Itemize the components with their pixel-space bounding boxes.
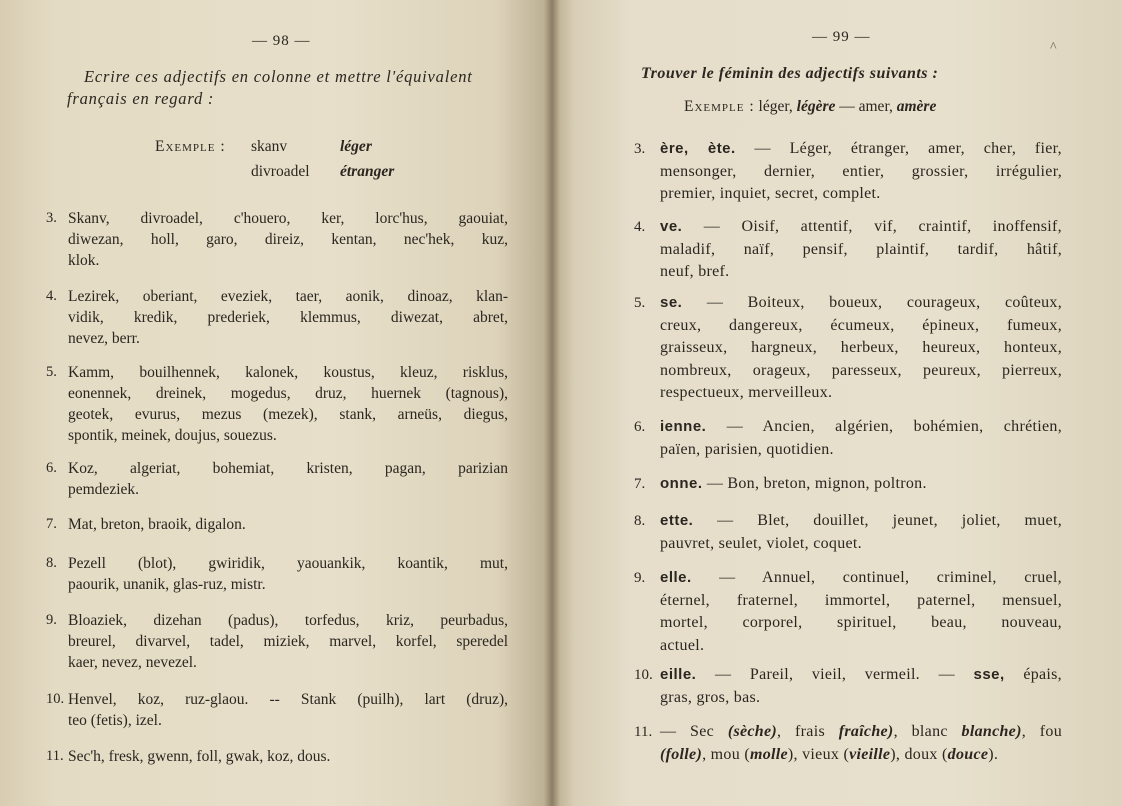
exercise-entry — [634, 473, 1062, 496]
exercise-number: 7. — [46, 516, 57, 532]
exercise-number: 5. — [634, 295, 646, 311]
exercise-number: 11. — [46, 748, 64, 764]
suffix-label: ienne. — [660, 418, 707, 435]
exercise-text: — Boiteux, boueux, courageux, coûteux, — [706, 294, 1062, 311]
exercise-line — [660, 744, 1062, 767]
right-example-word-2: amer, — [858, 98, 893, 115]
exercise-line: diwezan, holl, garo, direiz, kentan, nec'hek, kuz, — [68, 231, 508, 248]
exercise-line — [660, 664, 1062, 687]
exercise-entry — [634, 664, 1062, 709]
left-instruction-line1: Ecrire ces adjectifs en colonne et mettre l'équivalent — [84, 67, 473, 86]
exercise-number: 4. — [46, 288, 57, 304]
exercise-text: — Léger, étranger, amer, cher, fier, — [754, 140, 1062, 157]
exercise-entry — [46, 746, 508, 767]
text-segment: , mou ( — [702, 745, 750, 763]
exercise-text: païen, parisien, quotidien. — [660, 440, 834, 458]
text-segment: ), vieux ( — [787, 745, 850, 763]
exercise-line: nevez, berr. — [68, 330, 140, 347]
right-instruction: Trouver le féminin des adjectifs suivants : — [641, 65, 939, 82]
exercise-entry — [46, 208, 508, 271]
left-instruction-line2: français en regard : — [67, 89, 215, 108]
exercise-line: spontik, meinek, doujus, souezus. — [68, 427, 277, 444]
exercise-line: breurel, divarvel, tadel, miziek, marvel, korfel, speredel — [68, 633, 508, 650]
exercise-line — [660, 567, 1062, 590]
feminine-form: fraîche) — [838, 723, 894, 740]
exercise-line — [660, 183, 1062, 206]
exercise-line — [660, 533, 1062, 556]
feminine-form: (sèche) — [727, 723, 777, 740]
left-example-label: Exemple : — [155, 138, 226, 155]
exercise-entry — [46, 286, 508, 349]
paper-mark: ^ — [1050, 40, 1057, 55]
exercise-entry — [46, 553, 508, 595]
exercise-line: kaer, nevez, nevezel. — [68, 654, 197, 671]
right-page-number: — 99 — — [812, 29, 871, 45]
text-segment: ). — [988, 745, 999, 763]
exercise-line: Henvel, koz, ruz-glaou. -- Stank (puilh), lart (druz), — [68, 691, 508, 708]
text-segment: ), doux ( — [890, 745, 948, 763]
exercise-line: pemdeziek. — [68, 481, 140, 498]
text-segment: , blanc — [893, 723, 962, 740]
exercise-line — [660, 261, 1062, 284]
exercise-text: actuel. — [660, 636, 705, 654]
exercise-entry — [46, 610, 508, 673]
exercise-number: 8. — [634, 513, 646, 529]
exercise-number: 5. — [46, 364, 57, 380]
exercise-entry — [634, 567, 1062, 657]
exercise-line: vidik, kredik, prederiek, klemmus, diwezat, abret, — [68, 309, 508, 326]
exercise-line — [660, 416, 1062, 439]
exercise-text: — Pareil, vieil, vermeil. — — [714, 666, 955, 683]
exercise-line: klok. — [68, 252, 100, 269]
left-example-breton-2: divroadel — [251, 163, 310, 180]
exercise-entry — [46, 514, 508, 535]
exercise-line — [660, 473, 1062, 496]
feminine-form: blanche) — [961, 723, 1022, 740]
exercise-number: 10. — [46, 691, 65, 707]
exercise-line: Mat, breton, braoik, digalon. — [68, 516, 246, 533]
exercise-text: — Oisif, attentif, vif, craintif, inoffensif, — [703, 218, 1062, 235]
exercise-number: 8. — [46, 555, 57, 571]
exercise-entry — [634, 416, 1062, 461]
exercise-number: 9. — [46, 612, 57, 628]
exercise-line — [660, 382, 1062, 405]
exercise-line — [660, 216, 1062, 239]
exercise-line — [660, 138, 1062, 161]
exercise-text: mensonger, dernier, entier, grossier, irrégulier, — [660, 162, 1062, 180]
feminine-form: (folle) — [660, 745, 703, 763]
exercise-text: — Bon, breton, mignon, poltron. — [706, 475, 927, 492]
suffix-label: se. — [660, 294, 683, 311]
text-segment: , fou — [1021, 723, 1062, 740]
left-example-breton-1: skanv — [251, 138, 288, 155]
exercise-line: geotek, evurus, mezus (mezek), stank, arneüs, diegus, — [68, 406, 508, 423]
feminine-form: vieille — [849, 745, 891, 763]
exercise-line — [660, 337, 1062, 360]
exercise-number: 6. — [46, 460, 57, 476]
exercise-line — [660, 292, 1062, 315]
exercise-line: Koz, algeriat, bohemiat, kristen, pagan, parizian — [68, 460, 508, 477]
exercise-text: pauvret, seulet, violet, coquet. — [660, 534, 862, 552]
exercise-line — [660, 721, 1062, 744]
exercise-text: respectueux, merveilleux. — [660, 384, 833, 401]
exercise-text: maladif, naïf, pensif, plaintif, tardif, hâtif, — [660, 240, 1062, 258]
left-page-number: — 98 — — [252, 33, 311, 49]
exercise-line — [660, 635, 1062, 658]
exercise-text: épais, — [1023, 666, 1062, 683]
exercise-line: teo (fetis), izel. — [68, 712, 162, 729]
exercise-text: graisseux, hargneux, herbeux, heureux, honteux, — [660, 339, 1062, 356]
right-example-word-1: léger, — [758, 98, 793, 115]
exercise-line: Lezirek, oberiant, eveziek, taer, aonik, dinoaz, klan- — [68, 288, 508, 305]
suffix-label: sse, — [973, 666, 1005, 683]
exercise-entry — [634, 510, 1062, 555]
exercise-line: Kamm, bouilhennek, kalonek, koustus, kleuz, risklus, — [68, 364, 508, 381]
text-segment: — Sec — [660, 723, 728, 740]
exercise-text: creux, dangereux, écumeux, épineux, fumeux, — [660, 316, 1062, 334]
exercise-line — [660, 510, 1062, 533]
exercise-line: paourik, unanik, glas-ruz, mistr. — [68, 576, 266, 593]
exercise-line — [660, 239, 1062, 262]
exercise-number: 9. — [634, 570, 646, 586]
suffix-label: ère, ète. — [660, 140, 736, 157]
exercise-entry — [634, 138, 1062, 206]
exercise-line: Sec'h, fresk, gwenn, foll, gwak, koz, dous. — [68, 748, 331, 765]
suffix-label: onne. — [660, 475, 703, 492]
suffix-label: elle. — [660, 569, 692, 586]
exercise-line: Skanv, divroadel, c'houero, ker, lorc'hus, gaouiat, — [68, 210, 508, 227]
exercise-number: 3. — [46, 210, 57, 226]
exercise-line: Bloaziek, dizehan (padus), torfedus, kriz, peurbadus, — [68, 612, 508, 629]
feminine-form: douce — [947, 745, 989, 763]
right-example — [684, 98, 936, 116]
suffix-label: ve. — [660, 218, 683, 235]
exercise-number: 3. — [634, 141, 646, 157]
exercise-entry — [46, 362, 508, 446]
exercise-line — [660, 612, 1062, 635]
exercise-text: premier, inquiet, secret, complet. — [660, 185, 881, 202]
exercise-number: 11. — [634, 724, 653, 740]
exercise-number: 10. — [634, 667, 653, 683]
book-gutter — [544, 0, 560, 806]
right-example-feminine-1: légère — [796, 98, 836, 115]
right-example-dash: — — [839, 98, 855, 115]
exercise-line: eonennek, dreinek, mogedus, druz, huernek (tagnous), — [68, 385, 508, 402]
exercise-number: 6. — [634, 419, 646, 435]
exercise-line: gras, gros, bas. — [660, 688, 761, 706]
exercise-line — [660, 439, 1062, 462]
exercise-entry — [46, 458, 508, 500]
right-example-feminine-2: amère — [896, 98, 937, 115]
text-segment: , frais — [777, 723, 839, 740]
exercise-entry — [634, 721, 1062, 766]
exercise-number: 4. — [634, 219, 646, 235]
exercise-text: — Annuel, continuel, criminel, cruel, — [719, 569, 1062, 586]
exercise-line — [660, 590, 1062, 613]
exercise-line — [660, 360, 1062, 383]
exercise-text: éternel, fraternel, immortel, paternel, mensuel, — [660, 591, 1062, 609]
exercise-entry — [634, 292, 1062, 405]
exercise-text: neuf, bref. — [660, 263, 730, 280]
right-example-label: Exemple : — [684, 98, 755, 115]
suffix-label: eille. — [660, 666, 697, 683]
suffix-label: ette. — [660, 512, 694, 529]
left-example-french-1: léger — [340, 138, 372, 155]
exercise-text: — Blet, douillet, jeunet, joliet, muet, — [717, 512, 1062, 529]
exercise-text: — Ancien, algérien, bohémien, chrétien, — [726, 418, 1062, 435]
feminine-form: molle — [749, 745, 788, 763]
exercise-line — [660, 161, 1062, 184]
exercise-line — [660, 315, 1062, 338]
exercise-line: Pezell (blot), gwiridik, yaouankik, koantik, mut, — [68, 555, 508, 572]
exercise-entry — [634, 216, 1062, 284]
exercise-number: 7. — [634, 476, 646, 492]
exercise-text: mortel, corporel, spirituel, beau, nouveau, — [660, 614, 1062, 631]
left-example-french-2: étranger — [340, 163, 395, 180]
exercise-entry — [46, 689, 508, 731]
exercise-text: nombreux, orageux, paresseux, peureux, pierreux, — [660, 361, 1062, 379]
